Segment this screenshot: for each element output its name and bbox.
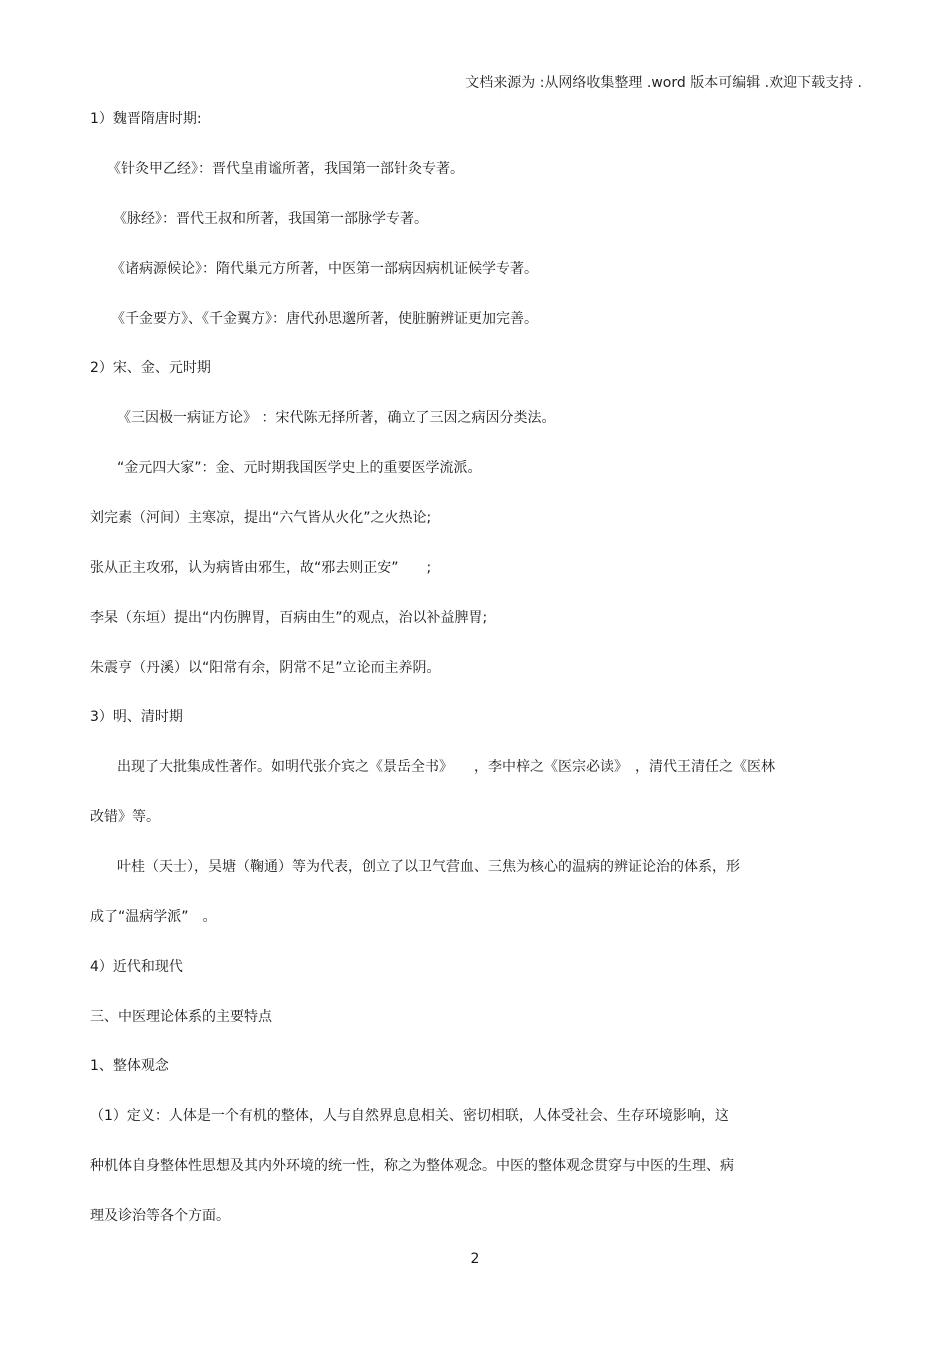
text-line: 种机体自身整体性思想及其内外环境的统一性，称之为整体观念。中医的整体观念贯穿与中医的生理、病: [90, 1158, 734, 1174]
source-note-header: 文档来源为 :从网络收集整理 .word 版本可编辑 .欢迎下载支持 .: [465, 75, 862, 91]
heading-song-jin-yuan: 2）宋、金、元时期: [90, 360, 211, 376]
section-heading-main-features: 三、中医理论体系的主要特点: [90, 1009, 272, 1025]
text-line: （1）定义：人体是一个有机的整体，人与自然界息息相关、密切相联，人体受社会、生存环境影响，这: [90, 1108, 729, 1124]
text-line: 出现了大批集成性著作。如明代张介宾之《景岳全书》 ，李中梓之《医宗必读》 ，清代王清任之《医林: [117, 759, 775, 775]
text-line: 叶桂（天士），吴塘（鞠通）等为代表，创立了以卫气营血、三焦为核心的温病的辨证论治的体系，形: [117, 859, 740, 875]
text-line: 《三因极一病证方论》 ：宋代陈无择所著，确立了三因之病因分类法。: [117, 410, 556, 426]
text-line: 张从正主攻邪，认为病皆由邪生，故“邪去则正安” ;: [90, 560, 432, 576]
text-line: 《针灸甲乙经》：晋代皇甫谧所著，我国第一部针灸专著。: [107, 161, 464, 177]
text-line: 理及诊治等各个方面。: [90, 1208, 230, 1224]
text-line: 《诸病源候论》：隋代巢元方所著，中医第一部病因病机证候学专著。: [111, 261, 538, 277]
text-line: 改错》等。: [90, 809, 160, 825]
page-number: 2: [470, 1251, 480, 1267]
heading-modern: 4）近代和现代: [90, 959, 183, 975]
text-line: 朱震亨（丹溪）以“阳常有余，阴常不足”立论而主养阴。: [90, 660, 441, 676]
text-line: 刘完素（河间）主寒凉，提出“六气皆从火化”之火热论;: [90, 510, 432, 526]
heading-ming-qing: 3）明、清时期: [90, 709, 183, 725]
text-line: “金元四大家”：金、元时期我国医学史上的重要医学流派。: [117, 460, 482, 476]
text-line: 李杲（东垣）提出“内伤脾胃，百病由生”的观点，治以补益脾胃;: [90, 610, 488, 626]
text-line: 《千金要方》、《千金翼方》：唐代孙思邈所著，使脏腑辨证更加完善。: [111, 311, 538, 327]
text-line: 成了“温病学派” 。: [90, 909, 217, 925]
heading-wei-jin-sui-tang: 1）魏晋隋唐时期:: [90, 111, 202, 127]
subheading-holism: 1、整体观念: [90, 1058, 169, 1074]
text-line: 《脉经》：晋代王叔和所著，我国第一部脉学专著。: [113, 211, 428, 227]
